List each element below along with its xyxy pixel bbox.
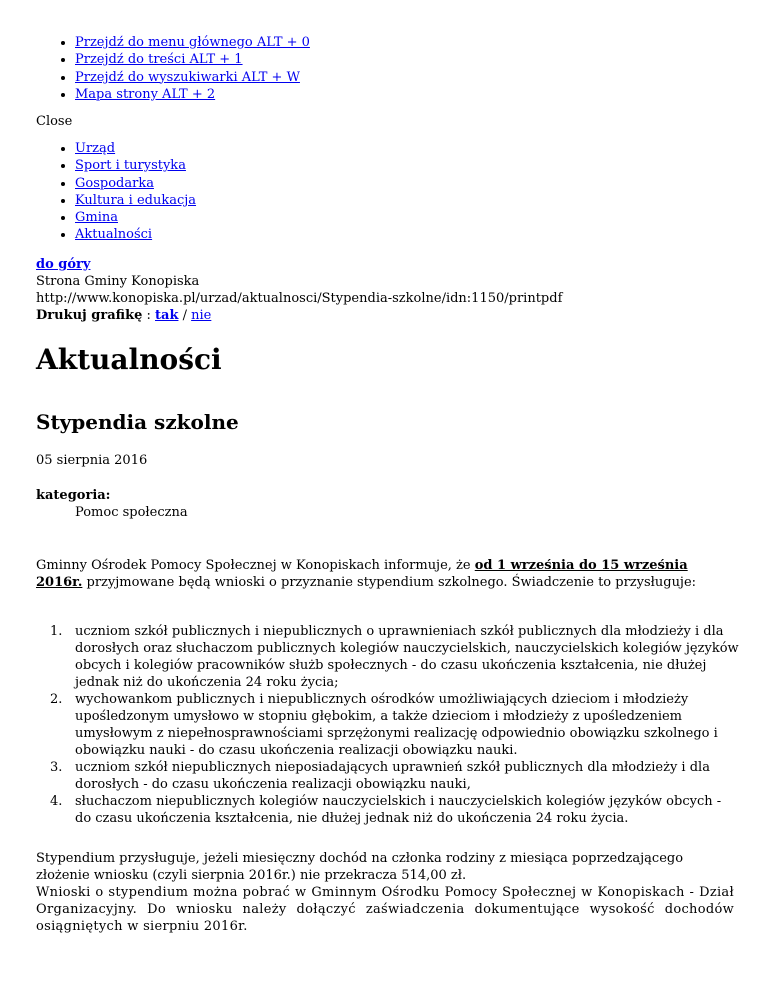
list-item: [75, 69, 310, 86]
page-url: http://www.konopiska.pl/urzad/aktualnosci/Stypendia-szkolne/idn:1150/printpdf: [36, 291, 563, 306]
skip-link-main-menu[interactable]: Przejdź do menu głównego ALT + 0: [75, 35, 310, 50]
income-condition: Stypendium przysługuje, jeżeli miesięczny dochód na członka rodziny z miesiąca poprzedzającego złożenie wniosku (czyli sierpnia 2016r.) nie przekracza 514,00 zł.: [36, 851, 684, 883]
site-name: Strona Gminy Konopiska: [36, 274, 200, 289]
list-item: [75, 192, 196, 209]
intro-highlight: od 1 września do 15 września 2016r.: [36, 558, 688, 590]
menu-item-sport[interactable]: Sport i turystyka: [75, 158, 186, 174]
list-number: 4.: [50, 794, 63, 809]
menu-item-urzad[interactable]: Urząd: [75, 141, 116, 156]
print-header: [36, 256, 562, 324]
print-graphics-label: Drukuj grafikę: [36, 308, 143, 323]
list-item: [0, 793, 740, 827]
separator: :: [142, 308, 156, 323]
section-title: Aktualności: [36, 343, 222, 376]
list-number: 3.: [50, 760, 63, 775]
print-graphics-no-link[interactable]: nie: [191, 308, 212, 323]
print-graphics-row: [36, 307, 562, 324]
back-to-top-link[interactable]: do góry: [36, 257, 91, 272]
list-item: [75, 51, 310, 68]
article-intro: [36, 557, 734, 591]
list-item-text: słuchaczom niepublicznych kolegiów nauczycielskich i nauczycielskich kolegiów języków obcych - do czasu ukończenia kształcenia, nie dłużej jednak niż do ukończenia 24 roku życia.: [75, 794, 722, 826]
list-item: [75, 157, 196, 174]
print-graphics-yes-link[interactable]: tak: [155, 308, 179, 323]
intro-text: przyjmowane będą wnioski o przyznanie stypendium szkolnego. Świadczenie to przysługuje:: [82, 575, 697, 590]
skip-links: [0, 34, 310, 103]
intro-text: Gminny Ośrodek Pomocy Społecznej w Konopiskach informuje, że: [36, 558, 475, 573]
list-item: [75, 175, 196, 192]
list-item: [0, 691, 740, 759]
skip-link-sitemap[interactable]: Mapa strony ALT + 2: [75, 86, 216, 102]
list-item: [0, 759, 740, 793]
list-item: [75, 140, 196, 157]
list-item: [0, 623, 740, 691]
menu-item-kultura[interactable]: Kultura i edukacja: [75, 192, 197, 208]
close-label: Close: [36, 114, 73, 129]
article-closing: [36, 850, 734, 935]
list-item-text: uczniom szkół niepublicznych nieposiadających uprawnień szkół publicznych dla młodzieży i dla dorosłych - do czasu ukończenia realizacji obowiązku nauki,: [75, 760, 710, 792]
category-value: Pomoc społeczna: [75, 505, 188, 520]
list-item-text: uczniom szkół publicznych i niepublicznych o uprawnieniach szkół publicznych dla młodzieży i dla dorosłych oraz słuchaczom publicznych kolegiów nauczycielskich, nauczycielskich kolegiów języków obcych i kolegiów pracowników służb społecznych - do czasu ukończenia kształcenia, nie dłużej jednak niż do ukończenia 24 roku życia;: [75, 624, 739, 690]
application-info: Wnioski o stypendium można pobrać w Gminnym Ośrodku Pomocy Społecznej w Konopiskach - Dział Organizacyjny. Do wniosku należy dołączyć zaświadczenia dokumentujące wysokość dochodów osiągniętych w sierpniu 2016r.: [36, 885, 734, 934]
category-label: kategoria:: [36, 488, 111, 503]
list-number: 1.: [50, 624, 63, 639]
menu-item-gospodarka[interactable]: Gospodarka: [75, 175, 154, 191]
menu-item-gmina[interactable]: Gmina: [75, 210, 118, 226]
separator: /: [178, 308, 192, 323]
article-title: Stypendia szkolne: [36, 410, 239, 434]
main-menu: [0, 140, 196, 244]
skip-link-search[interactable]: Przejdź do wyszukiwarki ALT + W: [75, 69, 300, 85]
skip-link-content[interactable]: Przejdź do treści ALT + 1: [75, 52, 243, 68]
list-item-text: wychowankom publicznych i niepublicznych ośrodków umożliwiających dzieciom i młodzieży upośledzonym umysłowo w stopniu głębokim, a także dzieciom i młodzieży z upośledzeniem umysłowym z niepełnosprawnościami sprzężonymi realizację odpowiednio obowiązku szkolnego i obowiązku nauki - do czasu ukończenia realizacji obowiązku nauki.: [75, 692, 718, 758]
list-item: [75, 209, 196, 226]
list-number: 2.: [50, 692, 63, 707]
back-to-top: [36, 256, 562, 273]
eligibility-list: [0, 623, 740, 827]
article-category: [36, 487, 188, 521]
article-date: 05 sierpnia 2016: [36, 453, 148, 468]
list-item: [75, 86, 310, 103]
list-item: [75, 34, 310, 51]
menu-item-aktualnosci[interactable]: Aktualności: [75, 227, 153, 243]
list-item: [75, 226, 196, 243]
